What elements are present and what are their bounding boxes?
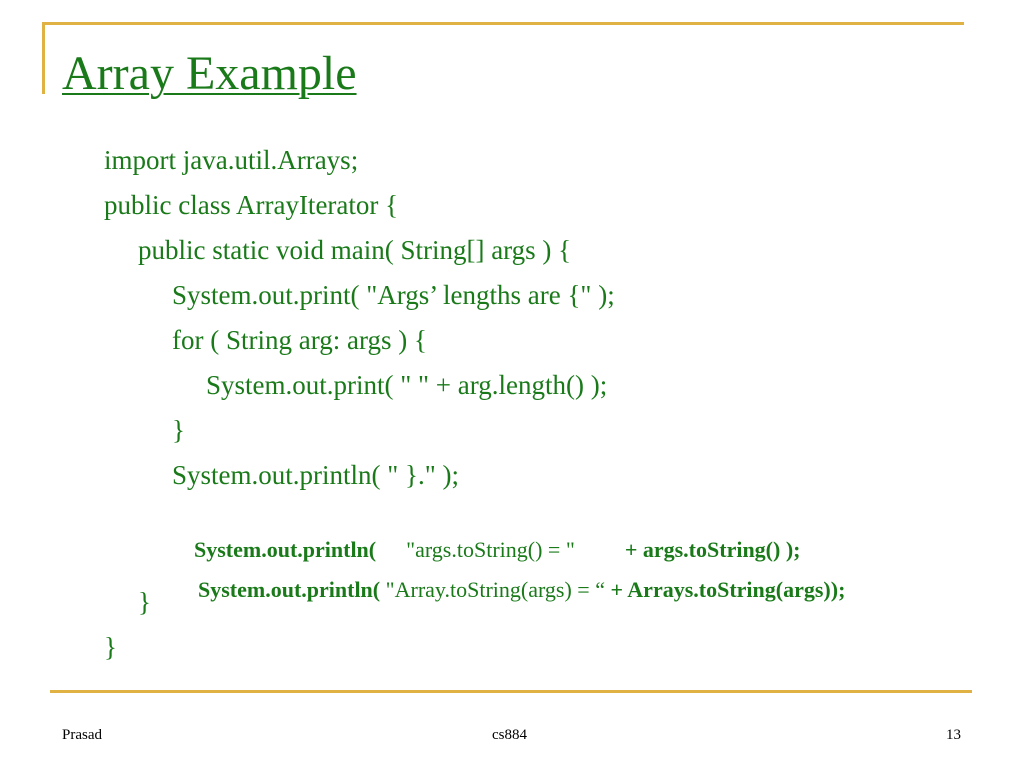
code-line-3: public static void main( String[] args ) {: [138, 235, 572, 265]
code-line-9-call: System.out.println(: [194, 537, 377, 562]
code-line-4: System.out.print( "Args’ lengths are {" );: [172, 280, 615, 310]
footer-author: Prasad: [62, 727, 102, 743]
code-line-7: }: [172, 415, 185, 445]
code-line-11: }: [138, 587, 151, 617]
code-line-1: import java.util.Arrays;: [104, 145, 359, 175]
code-line-8: System.out.println( " }." );: [172, 460, 459, 490]
footer-divider: [50, 690, 972, 693]
code-line-6: System.out.print( " " + arg.length() );: [206, 370, 608, 400]
code-line-10: [176, 548, 845, 632]
code-line-12: }: [104, 632, 117, 662]
code-line-2: public class ArrayIterator {: [104, 190, 399, 220]
code-line-10-expr: + Arrays.toString(args));: [610, 577, 846, 602]
slide-title: Array Example: [62, 47, 357, 100]
footer-course: cs884: [492, 727, 527, 743]
code-line-9-expr: + args.toString() );: [624, 537, 801, 562]
code-line-9-string: "args.toString() = ": [406, 537, 575, 562]
code-line-5: for ( String arg: args ) {: [172, 325, 427, 355]
footer-page-number: 13: [946, 727, 961, 743]
code-line-10-call: System.out.println(: [198, 577, 381, 602]
code-line-10-string: "Array.toString(args) = “: [380, 577, 611, 602]
frame-top-rule: [42, 22, 964, 25]
frame-left-rule: [42, 22, 45, 94]
